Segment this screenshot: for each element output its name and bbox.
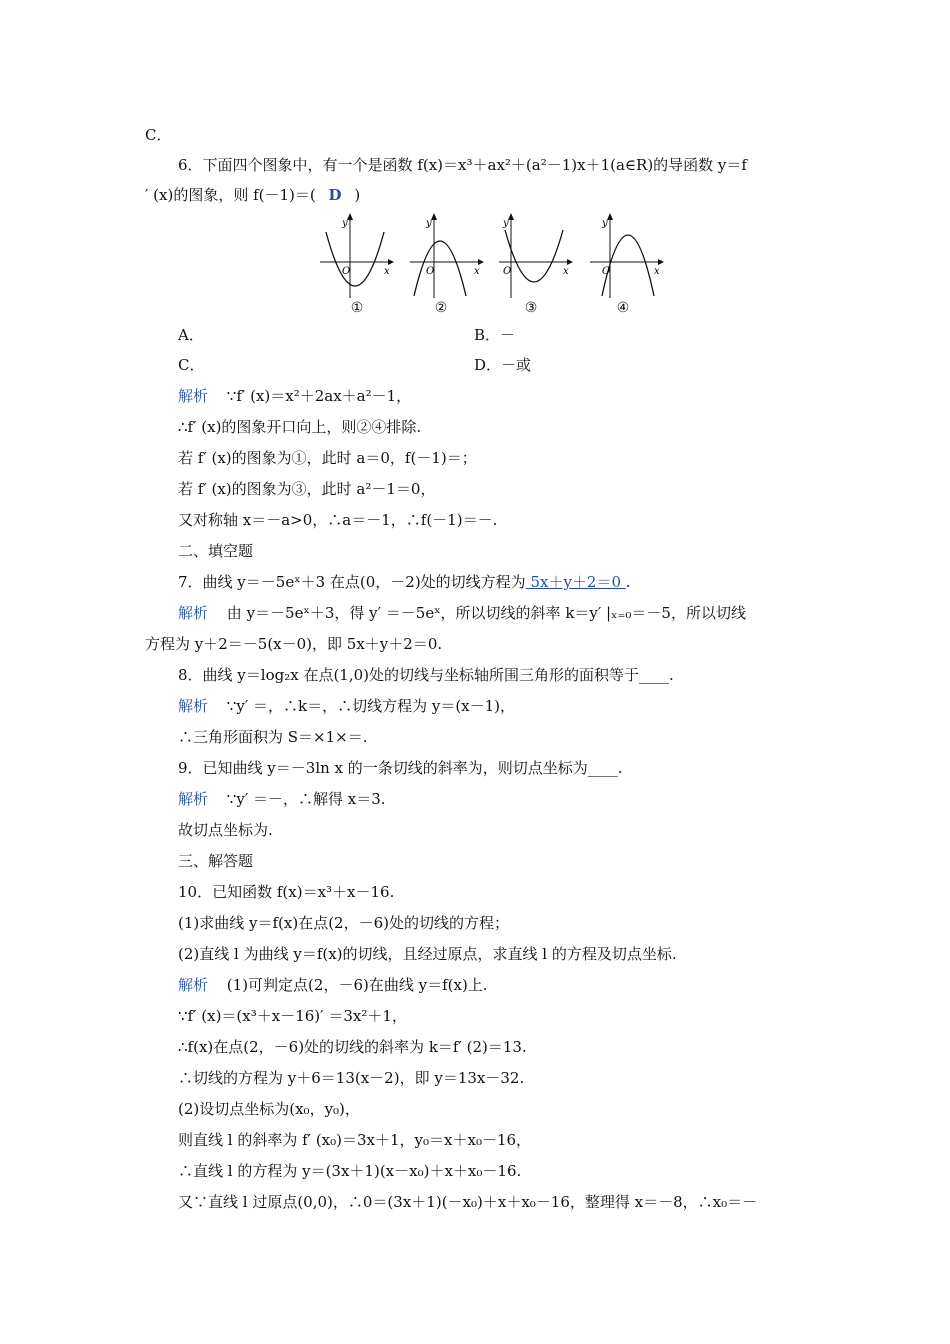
graph-2 <box>408 210 486 300</box>
q6-analysis-5: 又对称轴 x＝－a>0，∴a＝－1，∴f(－1)＝－. <box>178 511 498 529</box>
q7-analysis-2: 方程为 y＋2＝－5(x－0)，即 5x＋y＋2＝0. <box>145 635 443 653</box>
q10-part2: (2)直线 l 为曲线 y＝f(x)的切线，且经过原点，求直线 l 的方程及切点坐标. <box>178 945 677 963</box>
graph-4 <box>588 210 666 300</box>
analysis-tag: 解析 <box>178 697 209 715</box>
q10-analysis-4: ∴切线的方程为 y＋6＝13(x－2)，即 y＝13x－32. <box>178 1069 525 1087</box>
q10-analysis-8: 又∵直线 l 过原点(0,0)，∴0＝(3x＋1)(－x₀)＋x＋x₀－16，整理得 x＝－8，∴x₀＝－ <box>178 1193 758 1211</box>
axis-y-label: y <box>342 218 348 229</box>
q7-answer: 5x＋y＋2＝0 <box>525 573 626 591</box>
q8-stem: 8．曲线 y＝log₂x 在点(1,0)处的切线与坐标轴所围三角形的面积等于____. <box>178 666 674 684</box>
q6-stem: 6．下面四个图象中，有一个是函数 f(x)＝x³＋ax²＋(a²－1)x＋1(a∈R)的导函数 y＝f <box>178 156 747 174</box>
analysis-tag: 解析 <box>178 387 209 405</box>
graph-2-label: ② <box>434 300 448 316</box>
q10-analysis-2: ∵f′ (x)＝(x³＋x－16)′ ＝3x²＋1， <box>178 1007 407 1025</box>
q10-stem: 10．已知函数 f(x)＝x³＋x－16. <box>178 883 395 901</box>
analysis-tag: 解析 <box>178 790 209 808</box>
q9-analysis-2: 故切点坐标为. <box>178 821 273 839</box>
section-answer: 三、解答题 <box>178 852 254 870</box>
q10-part1: (1)求曲线 y＝f(x)在点(2，－6)处的切线的方程； <box>178 914 509 932</box>
graph-1-label: ① <box>350 300 364 316</box>
q9-analysis-1: 解析 ∵y′ ＝－，∴解得 x＝3. <box>178 790 386 808</box>
analysis-tag: 解析 <box>178 976 209 994</box>
option-a: A． <box>178 326 204 344</box>
q7-analysis-1: 解析 由 y＝－5eˣ＋3，得 y′ ＝－5eˣ，所以切线的斜率 k＝y′ |ₓ₌₀＝－5，所以切线 <box>178 604 746 622</box>
graph-4-label: ④ <box>616 300 630 316</box>
graph-3 <box>497 210 575 300</box>
axis-y-label: y <box>426 218 432 229</box>
origin-label: O <box>342 266 351 277</box>
q10-analysis-6: 则直线 l 的斜率为 f′ (x₀)＝3x＋1，y₀＝x＋x₀－16， <box>178 1131 532 1149</box>
axis-x-label: x <box>474 266 480 277</box>
q6-analysis-1: 解析 ∵f′ (x)＝x²＋2ax＋a²－1， <box>178 387 412 405</box>
q6-analysis-4: 若 f′ (x)的图象为③，此时 a²－1＝0， <box>178 480 436 498</box>
q10-analysis-5: (2)设切点坐标为(x₀，y₀)， <box>178 1100 360 1118</box>
graph-1 <box>318 210 396 300</box>
q10-analysis-1: 解析 (1)可判定点(2，－6)在曲线 y＝f(x)上. <box>178 976 488 994</box>
q9-stem: 9．已知曲线 y＝－3ln x 的一条切线的斜率为，则切点坐标为____. <box>178 759 623 777</box>
option-c: C． <box>178 356 205 374</box>
option-b: B．－ <box>474 326 516 344</box>
axis-y-label: y <box>503 218 509 229</box>
q10-analysis-3: ∴f(x)在点(2，－6)处的切线的斜率为 k＝f′ (2)＝13. <box>178 1038 527 1056</box>
q6-analysis-3: 若 f′ (x)的图象为①，此时 a＝0，f(－1)＝； <box>178 449 477 467</box>
q8-analysis-1: 解析 ∵y′ ＝，∴k＝，∴切线方程为 y＝(x－1)， <box>178 697 516 715</box>
q6-analysis-2: ∴f′ (x)的图象开口向上，则②④排除. <box>178 418 422 436</box>
axis-x-label: x <box>384 266 390 277</box>
q6-stem-cont: ′ (x)的图象，则 f(－1)＝( D ) <box>145 186 361 204</box>
graph-3-label: ③ <box>524 300 538 316</box>
q6-answer: D <box>328 186 342 204</box>
q8-analysis-2: ∴三角形面积为 S＝×1×＝. <box>178 728 368 746</box>
origin-label: O <box>426 266 435 277</box>
analysis-tag: 解析 <box>178 604 209 622</box>
axis-x-label: x <box>563 266 569 277</box>
line-c: C． <box>145 126 172 144</box>
origin-label: O <box>503 266 512 277</box>
q10-analysis-7: ∴直线 l 的方程为 y＝(3x＋1)(x－x₀)＋x＋x₀－16. <box>178 1162 522 1180</box>
axis-x-label: x <box>654 266 660 277</box>
axis-y-label: y <box>602 218 608 229</box>
option-d: D．－或 <box>474 356 532 374</box>
origin-label: O <box>602 266 611 277</box>
section-fill-in: 二、填空题 <box>178 542 254 560</box>
q7-stem: 7．曲线 y＝－5eˣ＋3 在点(0，－2)处的切线方程为 5x＋y＋2＝0 . <box>178 573 631 591</box>
